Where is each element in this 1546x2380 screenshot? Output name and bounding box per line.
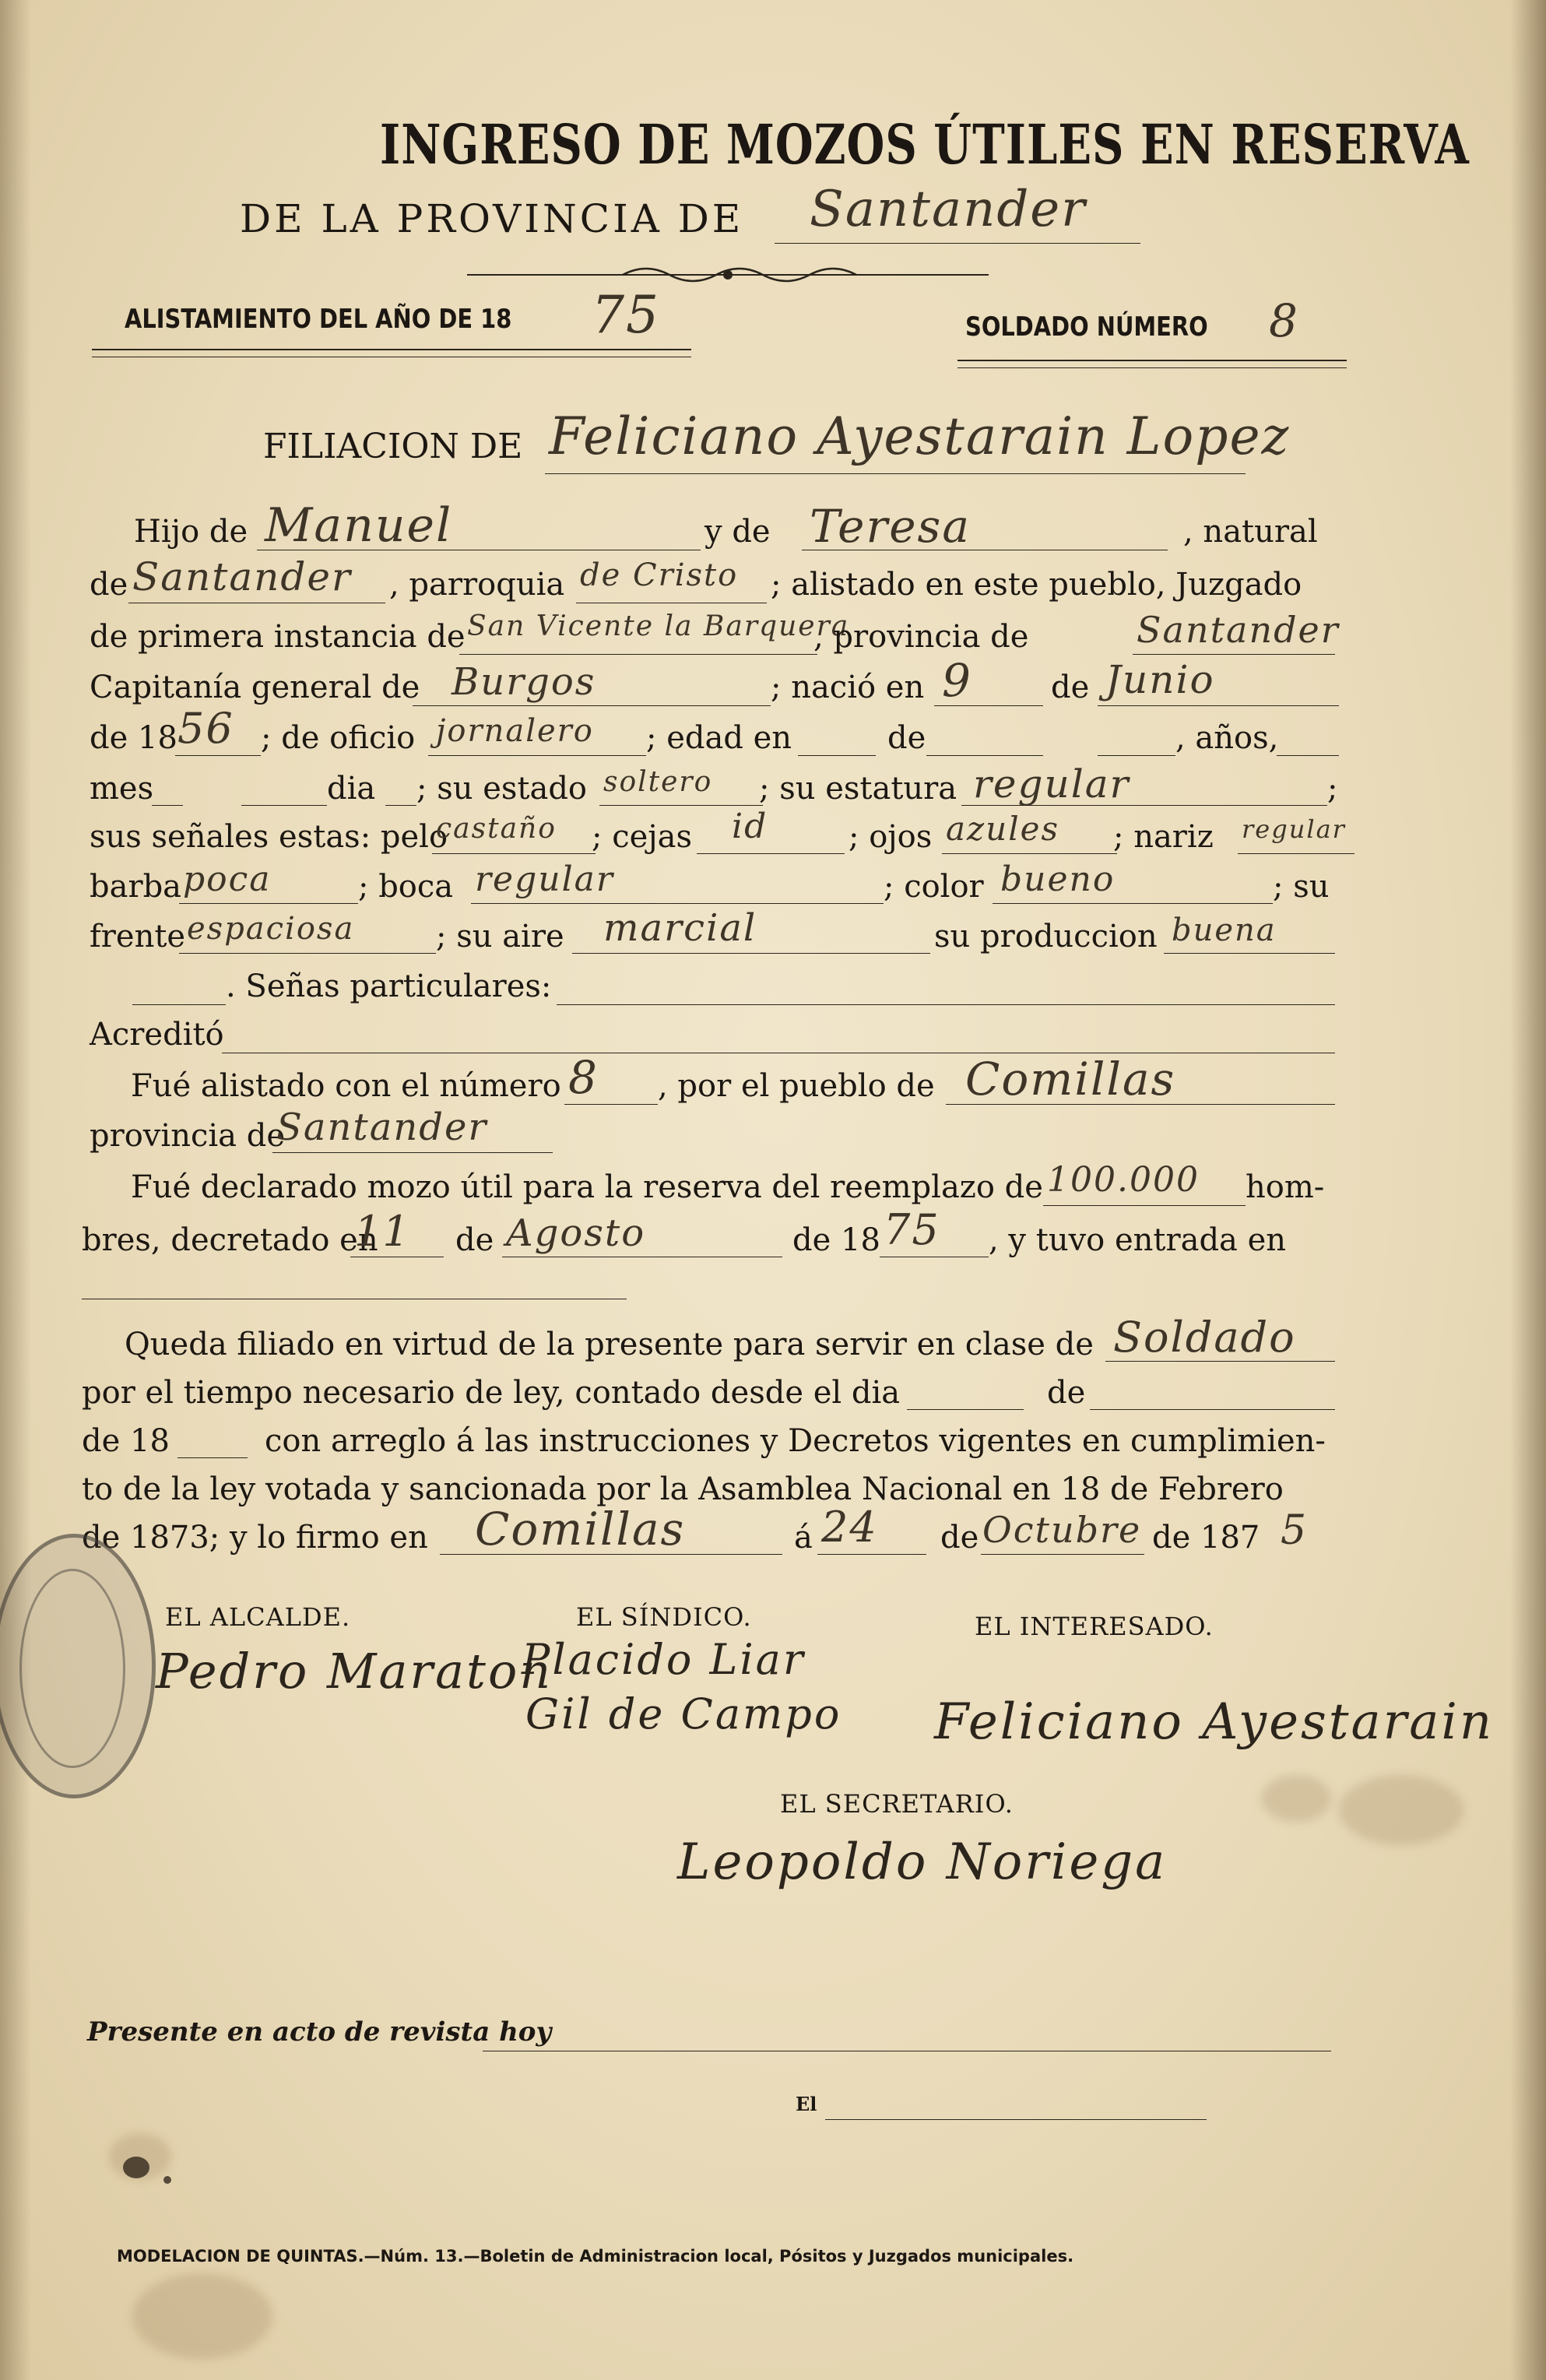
revista-label: Presente en acto de revista hoy <box>87 2016 552 2048</box>
label-nacio-en: ; nació en <box>771 670 925 705</box>
decretado-dia-value: 11 <box>354 1207 411 1256</box>
produccion-value: buena <box>1172 912 1277 948</box>
province-value: Santander <box>810 181 1087 238</box>
firmo-en-value: Comillas <box>475 1503 686 1556</box>
label-primera-instancia: de primera instancia de <box>90 619 466 655</box>
firmo-dia-line <box>817 1554 926 1555</box>
estado-value: soltero <box>603 766 713 798</box>
tiempo-dia-line <box>907 1409 1024 1410</box>
stain <box>1339 1775 1463 1845</box>
interesado-signature: Feliciano Ayestarain <box>934 1693 1495 1751</box>
label-declarado: Fué declarado mozo útil para la reserva del reemplazo de <box>131 1169 1043 1205</box>
stain <box>132 2273 272 2359</box>
color-value: bueno <box>1000 860 1116 899</box>
label-su-estatura: ; su estatura <box>759 771 957 807</box>
label-senas: . Señas particulares: <box>226 969 552 1004</box>
revista-el-line <box>825 2119 1207 2120</box>
provincia-line <box>1133 654 1335 655</box>
label-alistado: ; alistado en este pueblo, Juzgado <box>771 567 1302 603</box>
filiacion-label: FILIACION DE <box>263 427 523 466</box>
born-day: 9 <box>942 654 972 707</box>
label-tuvo-entrada: , y tuvo entrada en <box>989 1222 1287 1258</box>
reemplazo-value: 100.000 <box>1047 1160 1200 1200</box>
form-subtitle: DE LA PROVINCIA DE <box>240 196 744 241</box>
cejas-value: id <box>732 807 768 846</box>
label-de-18c: de 18 <box>82 1423 170 1459</box>
capitania-line <box>413 705 771 706</box>
firmo-mes-value: Octubre <box>982 1509 1142 1551</box>
label-y-de: y de <box>704 514 771 550</box>
produccion-line <box>1164 953 1335 954</box>
senas-line <box>557 1004 1335 1005</box>
born-day-line <box>934 705 1043 706</box>
label-de-6: de <box>940 1520 979 1556</box>
provincia2-line <box>272 1152 553 1153</box>
year-label: ALISTAMIENTO DEL AÑO DE 18 <box>125 304 512 335</box>
secretario-label: EL SECRETARIO. <box>780 1789 1014 1819</box>
frente-value: espaciosa <box>187 911 355 947</box>
barba-line <box>179 903 358 904</box>
alcalde-label: EL ALCALDE. <box>165 1602 351 1632</box>
label-tiempo: por el tiempo necesario de ley, contado desde el dia <box>82 1375 901 1411</box>
pueblo-line <box>946 1104 1335 1105</box>
father-name: Manuel <box>265 498 453 553</box>
decretado-ano-value: 75 <box>884 1205 940 1254</box>
footer-imprint: MODELACION DE QUINTAS.—Núm. 13.—Boletin de Administracion local, Pósitos y Juzgados municipales. <box>117 2247 1074 2266</box>
edad-de-line <box>926 755 1043 756</box>
label-nariz: ; nariz <box>1113 819 1214 855</box>
soldier-value: 8 <box>1269 294 1299 347</box>
ink-spot <box>123 2157 149 2178</box>
label-mes: mes <box>90 771 154 807</box>
label-provincia-de: , provincia de <box>813 619 1029 655</box>
revista-el-label: El <box>796 2093 817 2115</box>
tiempo-mes-line <box>1090 1409 1335 1410</box>
label-de-5: de <box>1047 1375 1086 1411</box>
label-parroquia: , parroquia <box>389 567 565 603</box>
label-ley-votada: to de la ley votada y sancionada por la Asamblea Nacional en 18 de Febrero <box>82 1471 1284 1507</box>
label-de-18b: de 18 <box>792 1222 880 1258</box>
anos-line <box>1098 755 1175 756</box>
parroquia-value: de Cristo <box>580 557 739 593</box>
firmo-ano-value: 5 <box>1281 1507 1309 1554</box>
year-value: 75 <box>592 285 660 345</box>
aire-value: marcial <box>603 906 757 950</box>
label-de-mes: de <box>1051 670 1090 705</box>
color-line <box>993 903 1273 904</box>
label-de: de <box>90 567 128 603</box>
label-de-1873: de 1873; y lo firmo en <box>82 1520 428 1556</box>
label-natural: , natural <box>1183 514 1318 550</box>
label-dia: dia <box>327 771 376 807</box>
boca-line <box>471 903 884 904</box>
sindico-label: EL SÍNDICO. <box>576 1602 752 1632</box>
municipal-seal <box>0 1534 156 1798</box>
label-su-aire: ; su aire <box>436 919 564 954</box>
clase-line <box>1105 1361 1335 1362</box>
born-year: 56 <box>177 704 234 753</box>
sindico-signature-1: Placido Liar <box>522 1635 806 1684</box>
anos-end-line <box>1277 755 1339 756</box>
dia-pre-line <box>241 805 327 806</box>
sindico-signature-2: Gil de Campo <box>525 1689 842 1738</box>
nariz-value: regular <box>1242 814 1346 844</box>
provincia-value: Santander <box>1137 609 1340 651</box>
firmo-dia-value: 24 <box>821 1503 878 1552</box>
dia-line <box>385 805 416 806</box>
soldier-underline <box>957 360 1347 361</box>
ornament-divider <box>467 261 989 289</box>
label-su-produccion: su produccion <box>934 919 1158 954</box>
label-hom: hom- <box>1246 1169 1325 1205</box>
tiempo-ano-line <box>177 1457 248 1458</box>
province-line <box>775 243 1140 244</box>
barba-value: poca <box>183 860 272 899</box>
label-su-estado: ; su estado <box>416 771 588 807</box>
estado-line <box>599 805 763 806</box>
page-shadow-right <box>1510 0 1546 2380</box>
reemplazo-line <box>1043 1205 1246 1206</box>
pelo-value: castaño <box>436 813 557 845</box>
label-frente: frente <box>90 919 186 954</box>
label-de-edad: de <box>887 720 926 756</box>
label-de-oficio: ; de oficio <box>261 720 416 756</box>
provincia2-value: Santander <box>276 1106 488 1149</box>
alistado-num-value: 8 <box>568 1051 599 1104</box>
label-hijo-de: Hijo de <box>134 514 248 550</box>
soldier-label: SOLDADO NÚMERO <box>965 311 1208 343</box>
pueblo-value: Comillas <box>965 1053 1176 1106</box>
born-year-line <box>175 755 261 756</box>
form-title: INGRESO DE MOZOS ÚTILES EN RESERVA <box>380 113 1470 178</box>
mes-line <box>152 805 183 806</box>
juzgado-line <box>459 654 817 655</box>
label-acredito: Acreditó <box>90 1017 224 1053</box>
label-alistado-numero: Fué alistado con el número <box>131 1068 561 1104</box>
firmo-en-line <box>440 1554 782 1555</box>
mother-name: Teresa <box>810 500 971 553</box>
capitania-value: Burgos <box>452 660 596 704</box>
label-senales-pelo: sus señales estas: pelo <box>90 819 448 855</box>
ojos-line <box>942 853 1117 854</box>
label-barba: barba <box>90 869 182 905</box>
label-bres: bres, decretado en <box>82 1222 378 1258</box>
label-de-4: de <box>455 1222 494 1258</box>
nariz-line <box>1238 853 1355 854</box>
alistado-num-line <box>564 1104 658 1105</box>
cejas-line <box>697 853 845 854</box>
label-de-18: de 18 <box>90 720 177 756</box>
born-month-line <box>1098 705 1339 706</box>
natural-value: Santander <box>132 554 352 599</box>
recruit-name: Feliciano Ayestarain Lopez <box>549 406 1291 466</box>
label-de-1875: de 187 <box>1152 1520 1260 1556</box>
interesado-label: EL INTERESADO. <box>975 1612 1214 1641</box>
label-a: á <box>794 1520 813 1556</box>
frente-line <box>179 953 436 954</box>
oficio-line <box>428 755 646 756</box>
aire-line <box>572 953 930 954</box>
edad-line <box>798 755 876 756</box>
label-boca: ; boca <box>358 869 454 905</box>
label-semicolon: ; <box>1327 771 1338 807</box>
decretado-mes-value: Agosto <box>506 1211 646 1255</box>
label-arreglo: con arreglo á las instrucciones y Decretos vigentes en cumplimien- <box>265 1423 1326 1459</box>
page-shadow-left <box>0 0 31 2380</box>
label-cejas: ; cejas <box>592 819 693 855</box>
juzgado-value: San Vicente la Barquera <box>467 610 850 642</box>
oficio-value: jornalero <box>436 713 594 749</box>
firmo-mes-line <box>981 1554 1144 1555</box>
year-underline <box>92 349 691 350</box>
senas-pre-line <box>132 1004 226 1005</box>
clase-value: Soldado <box>1113 1313 1296 1362</box>
alcalde-signature: Pedro Maraton <box>156 1643 553 1700</box>
label-ojos: ; ojos <box>849 819 933 855</box>
label-provincia-de-2: provincia de <box>90 1118 285 1154</box>
stain <box>1261 1775 1331 1822</box>
label-edad-en: ; edad en <box>646 720 792 756</box>
estatura-value: regular <box>973 761 1130 807</box>
ojos-value: azules <box>946 810 1060 848</box>
pelo-line <box>432 853 596 854</box>
label-su: ; su <box>1273 869 1330 905</box>
born-month: Junio <box>1105 657 1215 702</box>
ink-spot <box>163 2176 171 2184</box>
label-color: ; color <box>884 869 984 905</box>
label-por-el-pueblo: , por el pueblo de <box>658 1068 935 1104</box>
label-capitania: Capitanía general de <box>90 670 420 705</box>
recruit-name-line <box>545 473 1246 474</box>
boca-value: regular <box>475 860 614 899</box>
estatura-line <box>961 805 1327 806</box>
label-anos: , años, <box>1175 720 1279 756</box>
secretario-signature: Leopoldo Noriega <box>677 1833 1168 1891</box>
label-queda: Queda filiado en virtud de la presente para servir en clase de <box>125 1327 1094 1362</box>
soldier-underline-2 <box>957 367 1347 368</box>
